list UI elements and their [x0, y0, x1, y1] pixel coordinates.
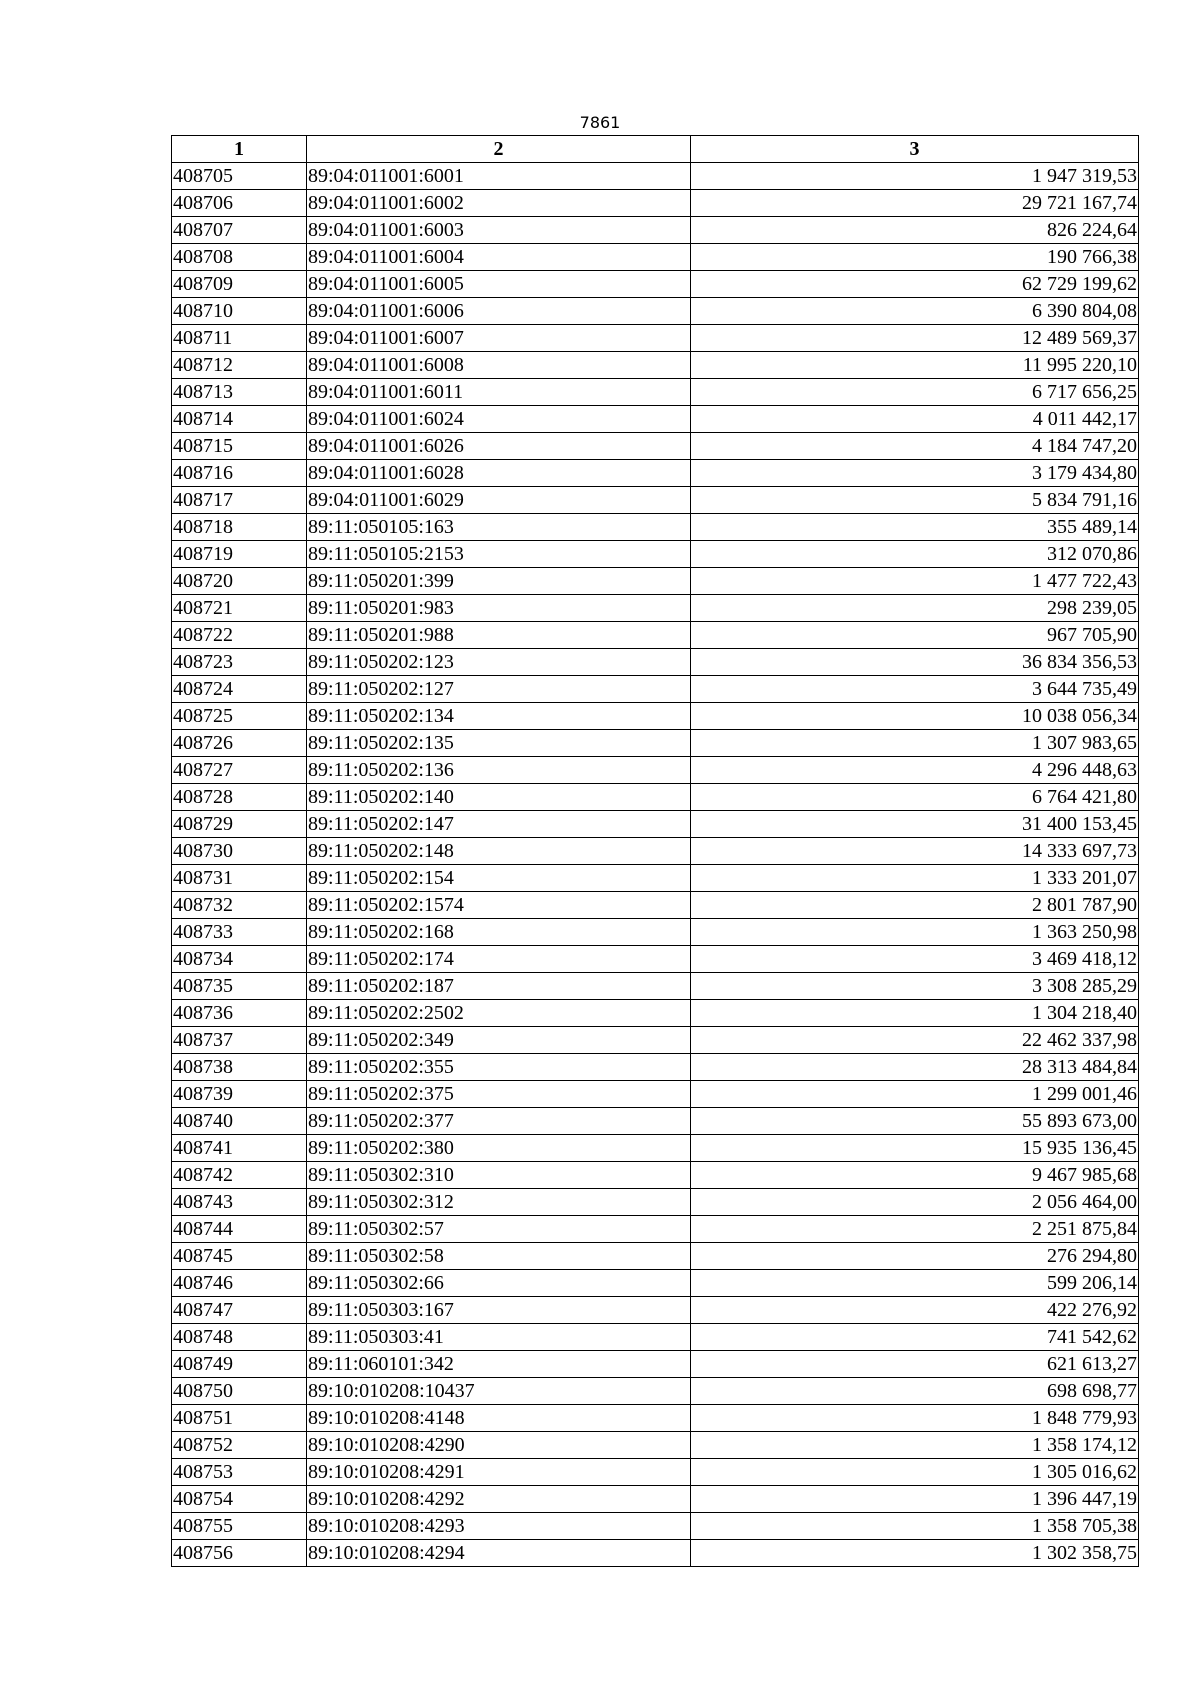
table-row	[172, 541, 1139, 568]
row-number-cell: 408730	[172, 838, 307, 865]
cadastral-number-cell: 89:04:011001:6005	[307, 271, 691, 298]
table-row	[172, 919, 1139, 946]
cadastral-number-cell: 89:11:050201:988	[307, 622, 691, 649]
cadastral-value-cell: 10 038 056,34	[691, 703, 1139, 730]
cadastral-number-cell: 89:04:011001:6008	[307, 352, 691, 379]
cadastral-number-cell: 89:10:010208:4292	[307, 1486, 691, 1513]
table-header	[172, 136, 1139, 163]
table-row	[172, 460, 1139, 487]
cadastral-value-cell: 355 489,14	[691, 514, 1139, 541]
row-number-cell: 408725	[172, 703, 307, 730]
row-number-cell: 408706	[172, 190, 307, 217]
table-row	[172, 379, 1139, 406]
row-number-cell: 408754	[172, 1486, 307, 1513]
row-number-cell: 408724	[172, 676, 307, 703]
page-number: 7861	[579, 113, 621, 132]
cadastral-number-cell: 89:11:050202:148	[307, 838, 691, 865]
cadastral-value-cell: 599 206,14	[691, 1270, 1139, 1297]
cadastral-value-cell: 4 184 747,20	[691, 433, 1139, 460]
cadastral-value-cell: 31 400 153,45	[691, 811, 1139, 838]
table-row	[172, 595, 1139, 622]
table-row	[172, 838, 1139, 865]
cadastral-number-cell: 89:11:050302:312	[307, 1189, 691, 1216]
table-row	[172, 811, 1139, 838]
table-row	[172, 406, 1139, 433]
cadastral-number-cell: 89:11:050202:134	[307, 703, 691, 730]
row-number-cell: 408734	[172, 946, 307, 973]
cadastral-number-cell: 89:11:050202:136	[307, 757, 691, 784]
cadastral-value-cell: 1 302 358,75	[691, 1540, 1139, 1567]
cadastral-value-cell: 6 717 656,25	[691, 379, 1139, 406]
row-number-cell: 408749	[172, 1351, 307, 1378]
table-row	[172, 622, 1139, 649]
table-row	[172, 1216, 1139, 1243]
row-number-cell: 408726	[172, 730, 307, 757]
table-row	[172, 433, 1139, 460]
cadastral-number-cell: 89:11:050202:187	[307, 973, 691, 1000]
header-row	[172, 136, 1139, 163]
row-number-cell: 408731	[172, 865, 307, 892]
cadastral-number-cell: 89:04:011001:6007	[307, 325, 691, 352]
table-row	[172, 1540, 1139, 1567]
cadastral-value-cell: 1 307 983,65	[691, 730, 1139, 757]
column-header-3: 3	[691, 136, 1139, 163]
row-number-cell: 408719	[172, 541, 307, 568]
row-number-cell: 408707	[172, 217, 307, 244]
table-row	[172, 244, 1139, 271]
cadastral-number-cell: 89:10:010208:4290	[307, 1432, 691, 1459]
table-row	[172, 190, 1139, 217]
cadastral-value-cell: 4 011 442,17	[691, 406, 1139, 433]
row-number-cell: 408755	[172, 1513, 307, 1540]
row-number-cell: 408717	[172, 487, 307, 514]
cadastral-value-cell: 2 251 875,84	[691, 1216, 1139, 1243]
cadastral-number-cell: 89:11:050202:355	[307, 1054, 691, 1081]
table-row	[172, 703, 1139, 730]
row-number-cell: 408739	[172, 1081, 307, 1108]
table-row	[172, 271, 1139, 298]
row-number-cell: 408745	[172, 1243, 307, 1270]
cadastral-number-cell: 89:11:050202:380	[307, 1135, 691, 1162]
row-number-cell: 408740	[172, 1108, 307, 1135]
row-number-cell: 408714	[172, 406, 307, 433]
row-number-cell: 408735	[172, 973, 307, 1000]
table-row	[172, 649, 1139, 676]
cadastral-value-cell: 190 766,38	[691, 244, 1139, 271]
table-body	[172, 163, 1139, 1567]
cadastral-number-cell: 89:11:050302:310	[307, 1162, 691, 1189]
table-row	[172, 514, 1139, 541]
cadastral-value-cell: 1 363 250,98	[691, 919, 1139, 946]
cadastral-value-cell: 2 056 464,00	[691, 1189, 1139, 1216]
row-number-cell: 408708	[172, 244, 307, 271]
row-number-cell: 408718	[172, 514, 307, 541]
table-row	[172, 1351, 1139, 1378]
cadastral-number-cell: 89:04:011001:6004	[307, 244, 691, 271]
cadastral-value-cell: 621 613,27	[691, 1351, 1139, 1378]
cadastral-value-cell: 1 848 779,93	[691, 1405, 1139, 1432]
row-number-cell: 408727	[172, 757, 307, 784]
table-row	[172, 352, 1139, 379]
table-row	[172, 1432, 1139, 1459]
row-number-cell: 408753	[172, 1459, 307, 1486]
row-number-cell: 408756	[172, 1540, 307, 1567]
cadastral-value-cell: 3 469 418,12	[691, 946, 1139, 973]
cadastral-number-cell: 89:11:050202:140	[307, 784, 691, 811]
cadastral-number-cell: 89:10:010208:4294	[307, 1540, 691, 1567]
cadastral-number-cell: 89:11:060101:342	[307, 1351, 691, 1378]
table-row	[172, 1270, 1139, 1297]
cadastral-number-cell: 89:04:011001:6003	[307, 217, 691, 244]
table-row	[172, 325, 1139, 352]
cadastral-value-cell: 1 396 447,19	[691, 1486, 1139, 1513]
cadastral-number-cell: 89:10:010208:10437	[307, 1378, 691, 1405]
table-row	[172, 163, 1139, 190]
row-number-cell: 408737	[172, 1027, 307, 1054]
cadastral-value-cell: 6 390 804,08	[691, 298, 1139, 325]
cadastral-number-cell: 89:11:050201:983	[307, 595, 691, 622]
row-number-cell: 408723	[172, 649, 307, 676]
row-number-cell: 408713	[172, 379, 307, 406]
table-row	[172, 1459, 1139, 1486]
table-row	[172, 1324, 1139, 1351]
cadastral-number-cell: 89:11:050202:168	[307, 919, 691, 946]
cadastral-value-cell: 1 299 001,46	[691, 1081, 1139, 1108]
row-number-cell: 408738	[172, 1054, 307, 1081]
cadastral-number-cell: 89:04:011001:6002	[307, 190, 691, 217]
table-row	[172, 487, 1139, 514]
cadastral-value-cell: 4 296 448,63	[691, 757, 1139, 784]
table-row	[172, 1189, 1139, 1216]
table-row	[172, 676, 1139, 703]
cadastral-number-cell: 89:10:010208:4293	[307, 1513, 691, 1540]
cadastral-number-cell: 89:04:011001:6029	[307, 487, 691, 514]
table-row	[172, 784, 1139, 811]
cadastral-value-cell: 741 542,62	[691, 1324, 1139, 1351]
cadastral-value-cell: 1 477 722,43	[691, 568, 1139, 595]
cadastral-value-cell: 298 239,05	[691, 595, 1139, 622]
cadastral-value-cell: 312 070,86	[691, 541, 1139, 568]
row-number-cell: 408746	[172, 1270, 307, 1297]
row-number-cell: 408712	[172, 352, 307, 379]
row-number-cell: 408721	[172, 595, 307, 622]
cadastral-value-cell: 22 462 337,98	[691, 1027, 1139, 1054]
cadastral-number-cell: 89:11:050202:1574	[307, 892, 691, 919]
cadastral-number-cell: 89:11:050202:135	[307, 730, 691, 757]
cadastral-value-cell: 1 358 705,38	[691, 1513, 1139, 1540]
row-number-cell: 408742	[172, 1162, 307, 1189]
table-row	[172, 1000, 1139, 1027]
cadastral-value-cell: 36 834 356,53	[691, 649, 1139, 676]
cadastral-number-cell: 89:11:050303:41	[307, 1324, 691, 1351]
row-number-cell: 408750	[172, 1378, 307, 1405]
cadastral-number-cell: 89:11:050202:349	[307, 1027, 691, 1054]
column-header-2: 2	[307, 136, 691, 163]
table-row	[172, 865, 1139, 892]
cadastral-number-cell: 89:11:050202:147	[307, 811, 691, 838]
row-number-cell: 408729	[172, 811, 307, 838]
cadastral-value-cell: 12 489 569,37	[691, 325, 1139, 352]
cadastral-number-cell: 89:11:050302:58	[307, 1243, 691, 1270]
cadastral-value-cell: 1 304 218,40	[691, 1000, 1139, 1027]
table-row	[172, 1513, 1139, 1540]
row-number-cell: 408711	[172, 325, 307, 352]
table-row	[172, 1162, 1139, 1189]
row-number-cell: 408733	[172, 919, 307, 946]
table-row	[172, 1486, 1139, 1513]
cadastral-value-cell: 62 729 199,62	[691, 271, 1139, 298]
cadastral-value-cell: 3 308 285,29	[691, 973, 1139, 1000]
row-number-cell: 408716	[172, 460, 307, 487]
cadastral-value-cell: 1 947 319,53	[691, 163, 1139, 190]
cadastral-value-cell: 14 333 697,73	[691, 838, 1139, 865]
cadastral-value-cell: 967 705,90	[691, 622, 1139, 649]
row-number-cell: 408709	[172, 271, 307, 298]
row-number-cell: 408732	[172, 892, 307, 919]
cadastral-number-cell: 89:11:050202:123	[307, 649, 691, 676]
row-number-cell: 408715	[172, 433, 307, 460]
cadastral-value-cell: 28 313 484,84	[691, 1054, 1139, 1081]
row-number-cell: 408728	[172, 784, 307, 811]
table-row	[172, 1081, 1139, 1108]
table-row	[172, 568, 1139, 595]
row-number-cell: 408748	[172, 1324, 307, 1351]
cadastral-number-cell: 89:04:011001:6006	[307, 298, 691, 325]
table-row	[172, 757, 1139, 784]
row-number-cell: 408743	[172, 1189, 307, 1216]
table-row	[172, 298, 1139, 325]
table-row	[172, 892, 1139, 919]
cadastral-value-cell: 3 179 434,80	[691, 460, 1139, 487]
row-number-cell: 408720	[172, 568, 307, 595]
row-number-cell: 408741	[172, 1135, 307, 1162]
cadastral-number-cell: 89:04:011001:6024	[307, 406, 691, 433]
row-number-cell: 408722	[172, 622, 307, 649]
cadastral-number-cell: 89:11:050202:375	[307, 1081, 691, 1108]
row-number-cell: 408736	[172, 1000, 307, 1027]
table-row	[172, 1135, 1139, 1162]
cadastral-number-cell: 89:10:010208:4148	[307, 1405, 691, 1432]
cadastral-value-cell: 1 358 174,12	[691, 1432, 1139, 1459]
cadastral-number-cell: 89:11:050302:66	[307, 1270, 691, 1297]
cadastral-value-cell: 422 276,92	[691, 1297, 1139, 1324]
cadastral-number-cell: 89:11:050202:127	[307, 676, 691, 703]
table-row	[172, 1108, 1139, 1135]
table-row	[172, 1243, 1139, 1270]
row-number-cell: 408705	[172, 163, 307, 190]
table-row	[172, 1027, 1139, 1054]
cadastral-value-cell: 276 294,80	[691, 1243, 1139, 1270]
cadastral-number-cell: 89:11:050105:2153	[307, 541, 691, 568]
column-header-1: 1	[172, 136, 307, 163]
row-number-cell: 408710	[172, 298, 307, 325]
cadastral-number-cell: 89:11:050202:154	[307, 865, 691, 892]
cadastral-value-cell: 3 644 735,49	[691, 676, 1139, 703]
row-number-cell: 408747	[172, 1297, 307, 1324]
table-row	[172, 730, 1139, 757]
table-row	[172, 946, 1139, 973]
cadastral-number-cell: 89:11:050202:2502	[307, 1000, 691, 1027]
cadastral-value-cell: 6 764 421,80	[691, 784, 1139, 811]
row-number-cell: 408751	[172, 1405, 307, 1432]
cadastral-number-cell: 89:11:050302:57	[307, 1216, 691, 1243]
cadastral-number-cell: 89:04:011001:6028	[307, 460, 691, 487]
table-row	[172, 973, 1139, 1000]
cadastral-value-cell: 9 467 985,68	[691, 1162, 1139, 1189]
cadastral-value-cell: 55 893 673,00	[691, 1108, 1139, 1135]
cadastral-value-cell: 5 834 791,16	[691, 487, 1139, 514]
cadastral-number-cell: 89:04:011001:6011	[307, 379, 691, 406]
row-number-cell: 408744	[172, 1216, 307, 1243]
cadastral-value-cell: 1 305 016,62	[691, 1459, 1139, 1486]
cadastral-value-cell: 29 721 167,74	[691, 190, 1139, 217]
cadastral-number-cell: 89:11:050105:163	[307, 514, 691, 541]
cadastral-value-table	[171, 135, 1139, 1567]
cadastral-value-cell: 15 935 136,45	[691, 1135, 1139, 1162]
cadastral-value-cell: 826 224,64	[691, 217, 1139, 244]
table-row	[172, 1054, 1139, 1081]
cadastral-number-cell: 89:11:050201:399	[307, 568, 691, 595]
cadastral-number-cell: 89:04:011001:6026	[307, 433, 691, 460]
table-row	[172, 1297, 1139, 1324]
row-number-cell: 408752	[172, 1432, 307, 1459]
cadastral-value-cell: 698 698,77	[691, 1378, 1139, 1405]
cadastral-value-cell: 2 801 787,90	[691, 892, 1139, 919]
cadastral-number-cell: 89:10:010208:4291	[307, 1459, 691, 1486]
cadastral-number-cell: 89:11:050202:377	[307, 1108, 691, 1135]
cadastral-number-cell: 89:11:050202:174	[307, 946, 691, 973]
cadastral-number-cell: 89:04:011001:6001	[307, 163, 691, 190]
cadastral-value-cell: 1 333 201,07	[691, 865, 1139, 892]
cadastral-value-cell: 11 995 220,10	[691, 352, 1139, 379]
cadastral-number-cell: 89:11:050303:167	[307, 1297, 691, 1324]
table-row	[172, 1378, 1139, 1405]
table-row	[172, 1405, 1139, 1432]
table-row	[172, 217, 1139, 244]
